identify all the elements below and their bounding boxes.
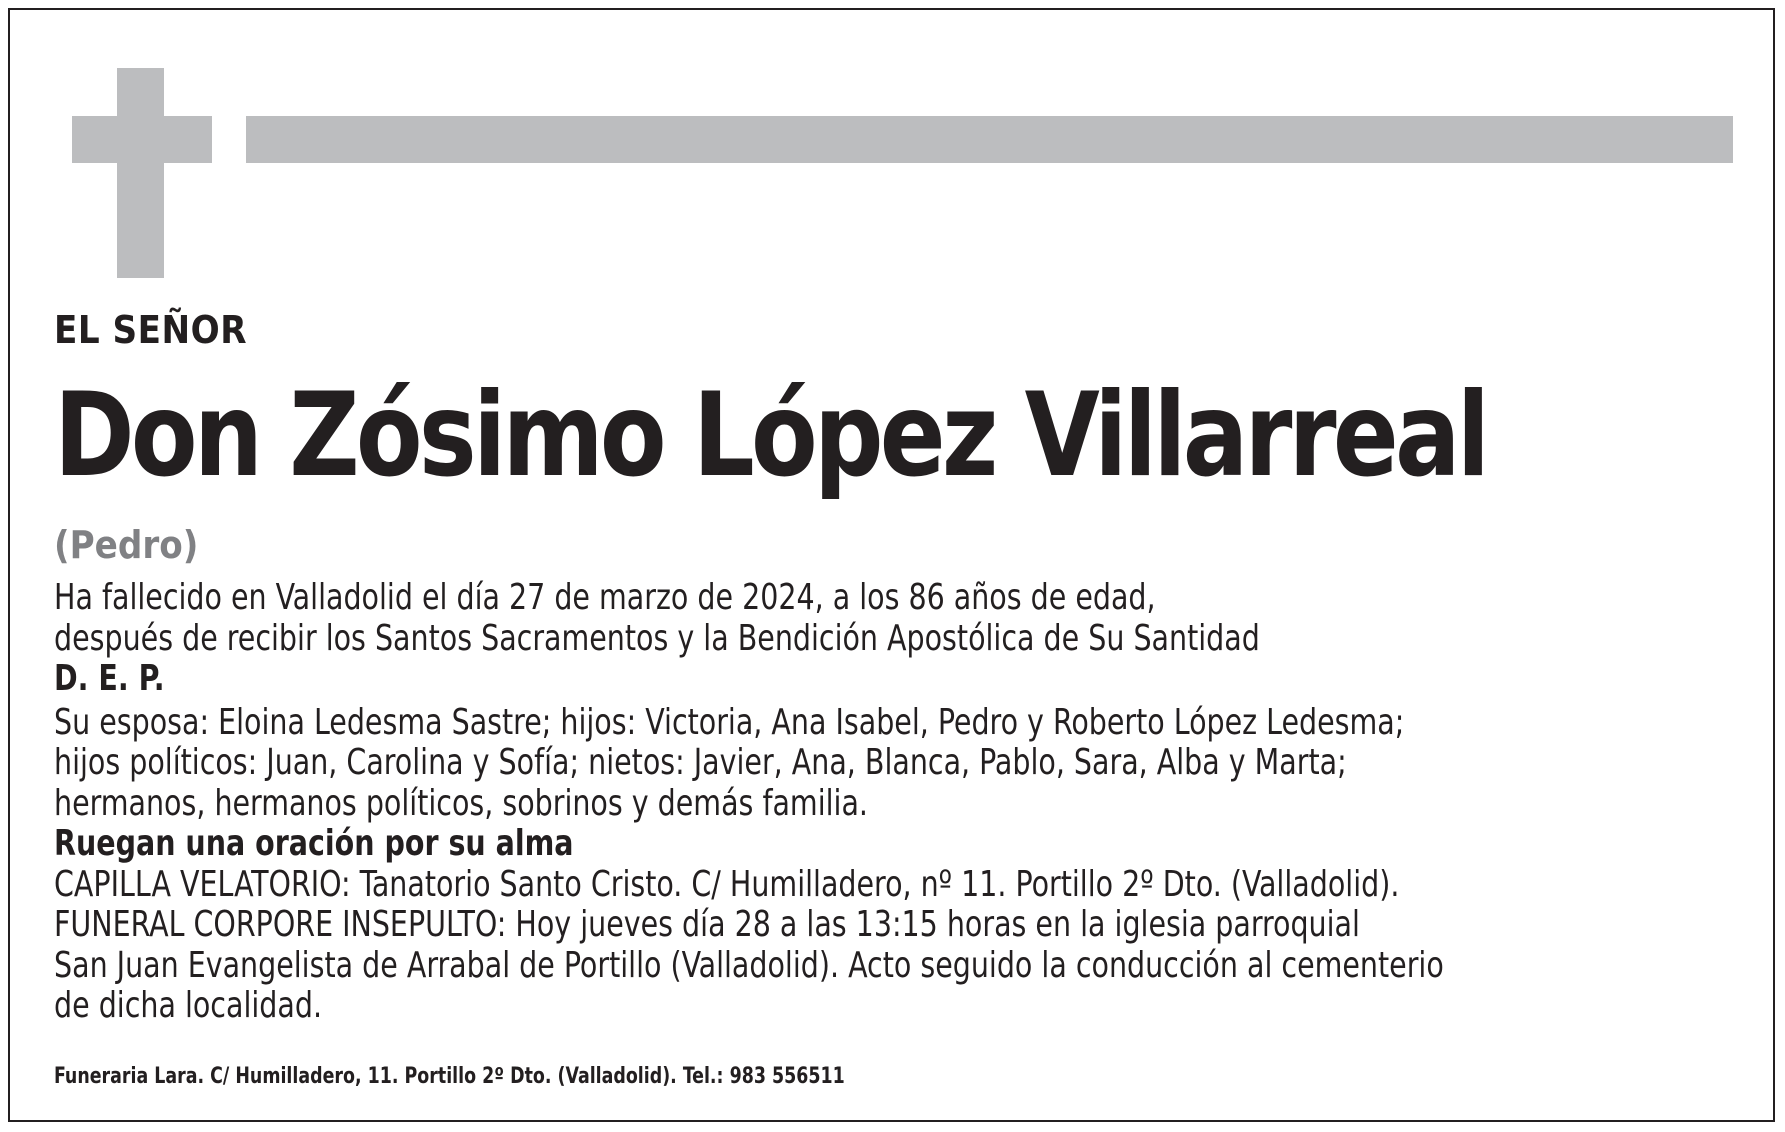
service-line: San Juan Evangelista de Arrabal de Portillo (Valladolid). Acto seguido la conducción al cementerio bbox=[54, 944, 1444, 986]
family-line: hermanos, hermanos políticos, sobrinos y demás familia. bbox=[54, 782, 868, 824]
cross-icon-arm bbox=[72, 116, 212, 163]
cross-icon bbox=[117, 68, 164, 278]
deceased-alias: (Pedro) bbox=[54, 523, 199, 567]
title-prefix: EL SEÑOR bbox=[54, 308, 248, 352]
service-line: de dicha localidad. bbox=[54, 985, 323, 1026]
deceased-name: Don Zósimo López Villarreal bbox=[54, 368, 1487, 503]
family-line: Su esposa: Eloina Ledesma Sastre; hijos: Victoria, Ana Isabel, Pedro y Roberto López Ledesma; bbox=[54, 701, 1405, 743]
dep-label: D. E. P. bbox=[54, 658, 165, 699]
death-line: después de recibir los Santos Sacramentos y la Bendición Apostólica de Su Santidad bbox=[54, 617, 1260, 659]
prayer-request: Ruegan una oración por su alma bbox=[54, 823, 574, 864]
service-line: CAPILLA VELATORIO: Tanatorio Santo Cristo. C/ Humilladero, nº 11. Portillo 2º Dto. (Valladolid). bbox=[54, 863, 1400, 905]
funeral-home-footer: Funeraria Lara. C/ Humilladero, 11. Portillo 2º Dto. (Valladolid). Tel.: 983 556511 bbox=[54, 1064, 845, 1089]
family-line: hijos políticos: Juan, Carolina y Sofía; nietos: Javier, Ana, Blanca, Pablo, Sara, Alba y Marta; bbox=[54, 742, 1347, 783]
notice-body bbox=[54, 578, 1444, 1027]
death-line: Ha fallecido en Valladolid el día 27 de marzo de 2024, a los 86 años de edad, bbox=[54, 577, 1156, 618]
header-rule bbox=[246, 116, 1733, 163]
service-line: FUNERAL CORPORE INSEPULTO: Hoy jueves día 28 a las 13:15 horas en la iglesia parroquial bbox=[54, 904, 1360, 945]
